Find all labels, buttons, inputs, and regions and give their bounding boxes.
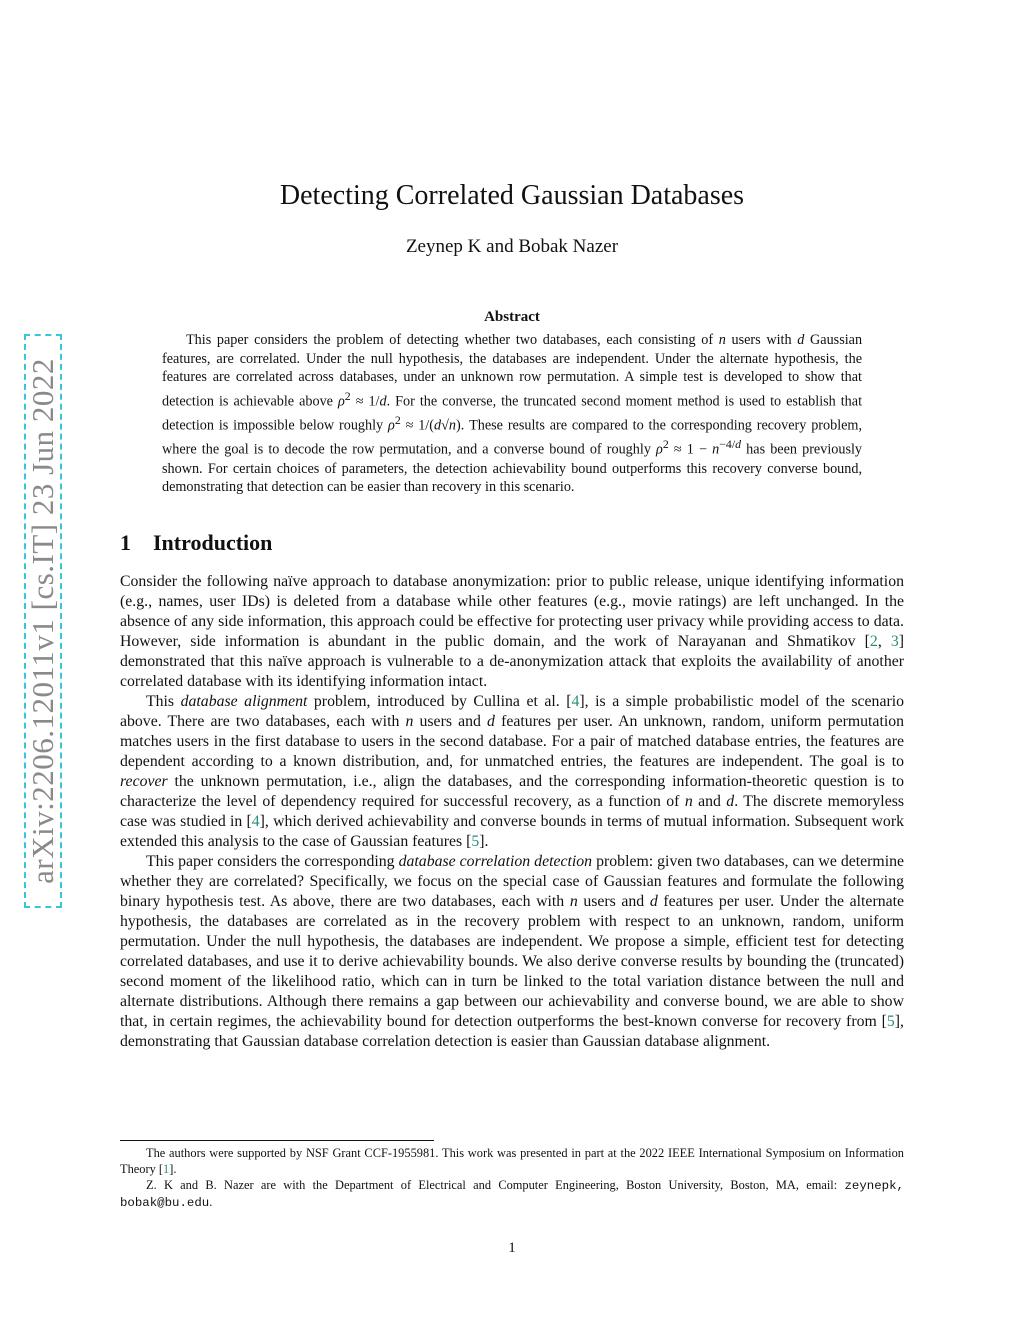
arxiv-identifier-stamp [24,334,62,908]
author-email[interactable]: zeynepk, bobak@bu.edu [120,1179,904,1210]
citation-link[interactable]: 5 [886,1013,895,1030]
citation-link[interactable]: 4 [251,813,260,830]
footnotes [120,1145,904,1211]
page-number: 1 [508,1240,516,1256]
paragraph: This database alignment problem, introduced by Cullina et al. [4], is a simple probabilistic model of the scenario above. There are two databases, each with n users and d features per user. An unknown, random, uniform permutation matches users in the first database to users in the second database. For a pair of matched database entries, the features are dependent according to a known distribution, and, for unmatched entries, the features are independent. The goal is to recover the unknown permutation, i.e., align the databases, and the corresponding information-theoretic question is to characterize the level of dependency required for successful recovery, as a function of n and d. The discrete memoryless case was studied in [4], which derived achievability and converse bounds in terms of mutual information. Subsequent work extended this analysis to the case of Gaussian features [5]. [120,693,905,850]
abstract-heading: Abstract [484,309,540,325]
citation-link[interactable]: 5 [471,833,480,850]
footnote-funding: The authors were supported by NSF Grant CCF-1955981. This work was presented in part at the 2022 IEEE International Symposium on Information Theory [1]. [120,1146,904,1176]
paragraph: Consider the following naïve approach to database anonymization: prior to public release, unique identifying information (e.g., names, user IDs) is deleted from a database while other features (e.g., movie ratings) are left unchanged. In the absence of any side information, this approach could be effective for protecting user privacy while providing access to data. However, side information is abundant in the public domain, and the work of Narayanan and Shmatikov [2, 3] demonstrated that this naïve approach is vulnerable to a de-anonymization attack that exploits the availability of another correlated database with its identifying information intact. [120,573,905,690]
citation-link[interactable]: 2 [869,633,878,650]
footnote-affiliation: Z. K and B. Nazer are with the Department of Electrical and Computer Engineering, Boston University, Boston, MA, email: zeynepk, bobak@bu.edu. [120,1178,904,1210]
section-heading-introduction: 1 Introduction [120,530,273,555]
citation-link[interactable]: 1 [163,1162,170,1176]
citation-link[interactable]: 4 [571,693,580,710]
abstract-text: This paper considers the problem of detecting whether two databases, each consisting of n users with d Gaussian features, are correlated. Under the null hypothesis, the databases are independent. Under the alternate hypothesis, the features are correlated across databases, under an unknown row permutation. A simple test is developed to show that detection is achievable above $\rho^2 \approx 1/d$. For the converse, the truncated second moment method is used to establish that detection is impossible below roughly $\rho^2 \approx 1/(d√n)$. These results are compared to the corresponding recovery problem, where the goal is to decode the row permutation, and a converse bound of roughly $\rho^2 \approx 1 - n^{-4/d}$ has been previously shown. For certain choices of parameters, the detection achievability bound outperforms this recovery converse bound, demonstrating that detection can be easier than recovery in this scenario. [162,332,863,496]
footnote-rule [120,1140,434,1141]
arxiv-identifier-text: arXiv:2206.12011v1 [cs.IT] 23 Jun 2022 [25,358,60,884]
paper-authors: Zeynep K and Bobak Nazer [405,236,619,257]
citation-link[interactable]: 3 [890,633,899,650]
introduction-body [120,572,904,1052]
paragraph: This paper considers the corresponding database correlation detection problem: given two databases, can we determine whether they are correlated? Specifically, we focus on the special case of Gaussian features and formulate the following binary hypothesis test. As above, there are two databases, each with n users and d features per user. Under the alternate hypothesis, the databases are correlated as in the recovery problem with respect to an unknown, random, uniform permutation. Under the null hypothesis, the databases are independent. We propose a simple, efficient test for detecting correlated databases, and use it to derive achievability bounds. We also derive converse results by bounding the (truncated) second moment of the likelihood ratio, which can in turn be linked to the total variation distance between the null and alternate distributions. Although there remains a gap between our achievability and converse bound, we are able to show that, in certain regimes, the achievability bound for detection outperforms the best-known converse for recovery from [5], demonstrating that Gaussian database correlation detection is easier than Gaussian database alignment. [120,853,905,1050]
paper-title: Detecting Correlated Gaussian Databases [279,180,745,211]
